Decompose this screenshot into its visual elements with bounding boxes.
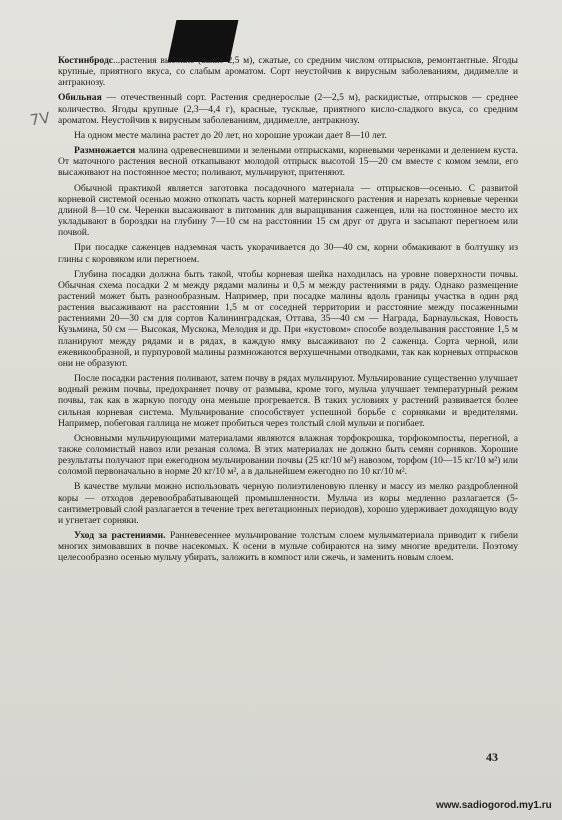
paragraph-9: Основными мульчирующими материалами являются влажная торфокрошка, торфокомпосты, перегной, а также соломистый навоз или резаная солома. В этих материалах не должно быть семян сорняков. Хорошие результаты получают при ежегодном мульчировании почвы (25 кг/10 м²) навозом, торфом (10—15 кг/10 м²) или соломой первоначально в норме 20 кг/10 м², а в дальнейшем ежегодно по 10 кг/10 м². xyxy=(58,432,518,478)
page-text xyxy=(58,55,518,568)
paragraph-11: Уход за растениями. Ранневесеннее мульчирование толстым слоем мульчматериала приводит к гибели многих зимовавших в почве насекомых. К осени в мульче собираются на зиму многие вредители. Поэтому целесообразно осенью мульчу убирать, заложить в компост или сжечь, и заменить новым слоем. xyxy=(58,530,518,564)
paragraph-1: Костинбродс...растения высокие (выше 2,5 м), сжатые, со средним числом отпрысков, ремонтантные. Ягоды крупные, приятного вкуса, со слабым ароматом. Сорт неустойчив к вирусным заболеваниям, дидимелле и антракнозу. xyxy=(58,55,518,89)
margin-handwritten-mark: 7V xyxy=(28,108,51,130)
paragraph-10: В качестве мульчи можно использовать черную полиэтиленовую пленку и массу из мелко раздробленной коры — отходов деревообрабатывающей промышленности. Мульча из коры медленно разлагается (5-сантиметровый слой разлагается в течение трех вегетационных периодов), хорошо удерживает доходящую воду и угнетает сорняки. xyxy=(58,481,518,526)
paragraph-7: Глубина посадки должна быть такой, чтобы корневая шейка находилась на уровне поверхности почвы. Обычная схема посадки 2 м между рядами малины и 0,5 м между растениями в ряду. Однако размещение растений может быть разнообразным. Например, при посадке малины вдоль границы участка в один ряд растения высаживают на расстоянии 1,5 м от соседней территории и расстояние между посаженными растениями 20—30 см для сортов Калининградская, Оттава, 35—40 см — Награда, Барнаульская, Новость Кузьмина, 50 см — Высокая, Мускока, Мелодия и др. При «кустовом» способе возделывания расстояние 1,5 м планируют между рядами и в рядах, в каждую ямку высаживают по 2 саженца. Сорта черной, или ежевикообразной, и пурпуровой малины размножаются верхушечными отводками, так как корневых отпрысков они не образуют. xyxy=(58,268,518,369)
paragraph-2: Обильная — отечественный сорт. Растения среднерослые (2—2,5 м), раскидистые, отпрысков — среднее количество. Ягоды крупные (2,3—4,4 г), красные, тусклые, приятного кисло-сладкого вкуса, со средним ароматом. Неустойчив к вирусным заболеваниям, дидимелле, антракнозу. xyxy=(58,92,518,126)
paragraph-5: Обычной практикой является заготовка посадочного материала — отпрысков—осенью. С развитой корневой системой осенью можно откопать часть корней материнского растения и нарезать корневые черенки длиной 8—10 см. Черенки высаживают в питомник для выращивания саженцев, или на постоянное место их укладывают в бороздки на глубину 7—10 см на расстоянии 15 см друг от друга и засыпают перегноем или почвой. xyxy=(58,182,518,239)
page-number: 43 xyxy=(486,750,498,764)
watermark-url: www.sadiogorod.my1.ru xyxy=(436,800,552,811)
paragraph-4: Размножается малина одревесневшими и зелеными отпрысками, корневыми черенками и делением куста. От маточного растения весной откапывают молодой отпрыск высотой 15—20 см вместе с комом земли, его высаживают на постоянное место; поливают, мульчируют, притеняют. xyxy=(58,145,518,179)
paragraph-3: На одном месте малина растет до 20 лет, но хорошие урожаи дает 8—10 лет. xyxy=(74,129,387,141)
paragraph-8: После посадки растения поливают, затем почву в рядах мульчируют. Мульчирование существенно улучшает водный режим почвы, предохраняет почву от размыва, кроме того, мульча улучшает температурный режим почвы, так как в жаркую погоду она меньше прогревается. В таких условиях у растений развивается более сильная корневая система. Мульчирование способствует успешной борьбе с сорняками и вредителями. Например, побеговая галлица не может пробиться через толстый слой мульчи и погибает. xyxy=(58,373,518,429)
paragraph-6: При посадке саженцев надземная часть укорачивается до 30—40 см, корни обмакивают в болтушку из глины с коровяком или перегноем. xyxy=(58,242,518,265)
